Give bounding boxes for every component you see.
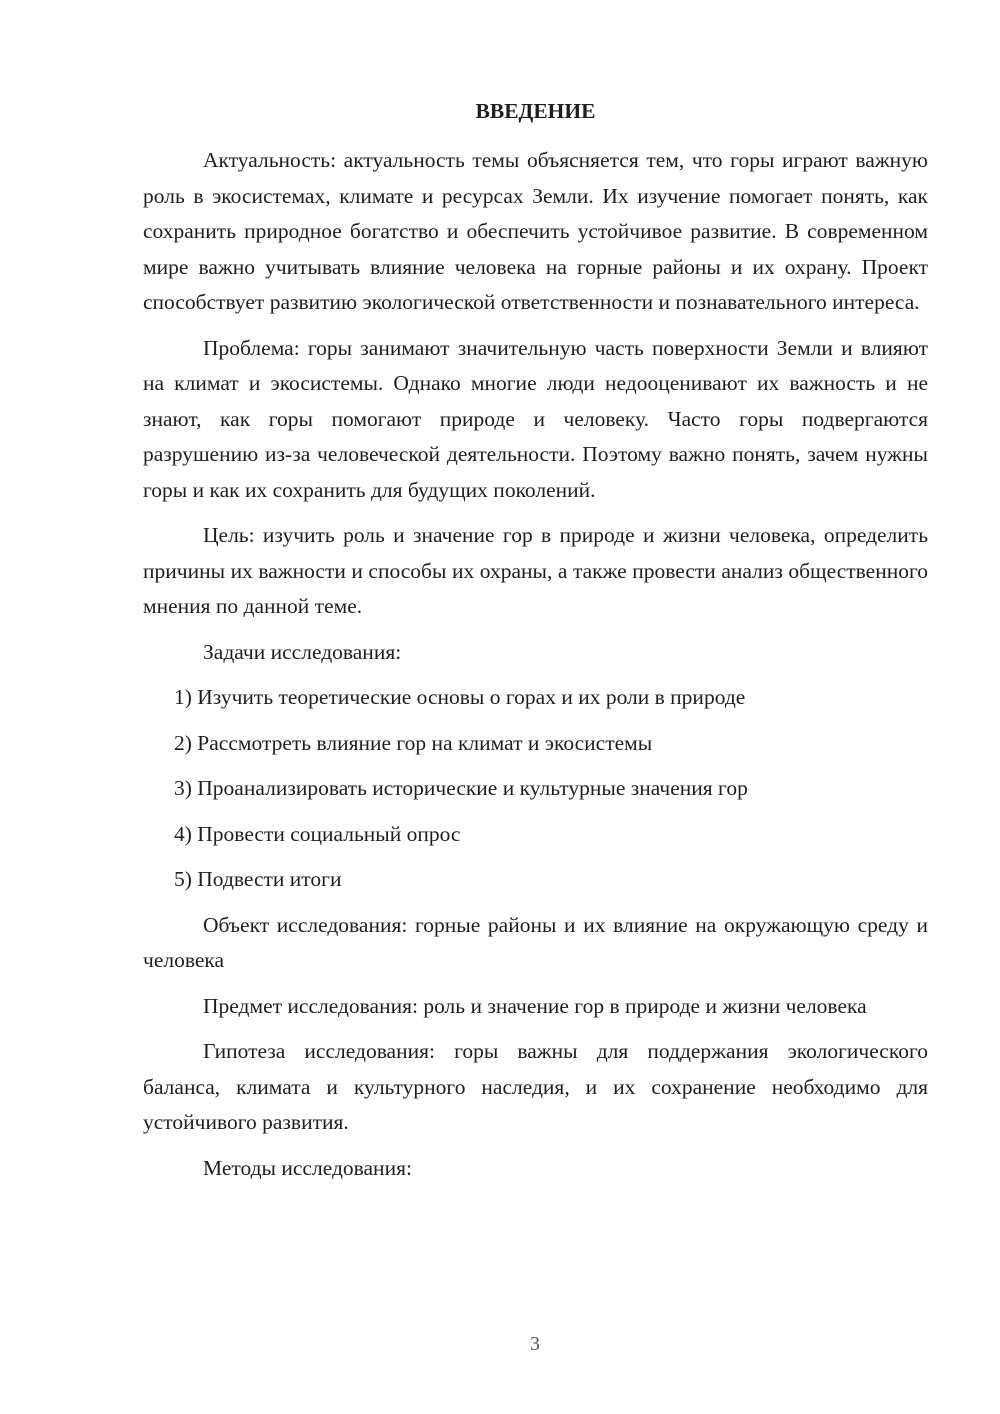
list-item: 5) Подвести итоги (174, 867, 342, 891)
page-title: ВВЕДЕНИЕ (475, 99, 596, 123)
paragraph-object: Объект исследования: горные районы и их влияние на окружающую среду и человека (143, 912, 928, 972)
list-item: 4) Провести социальный опрос (174, 821, 461, 846)
page-number: 3 (530, 1333, 540, 1355)
list-item: 2) Рассмотреть влияние гор на климат и экосистемы (174, 730, 653, 755)
document-page (143, 96, 928, 1196)
paragraph-goal: Цель: изучить роль и значение гор в природе и жизни человека, определить причины их важности и способы их охраны, а также провести анализ общественного мнения по данной теме. (143, 523, 928, 618)
paragraph-problem: Проблема: горы занимают значительную часть поверхности Земли и влияют на климат и экосистемы. Однако многие люди недооценивают их важность и не знают, как горы помогают природе и человеку. Часто горы подвергаются разрушению из-за человеческой деятельности. Поэтому важно понять, зачем нужны горы и как их сохранить для будущих поколений. (143, 335, 928, 502)
list-item: 1) Изучить теоретические основы о горах и их роли в природе (174, 685, 746, 709)
paragraph-subject: Предмет исследования: роль и значение гор в природе и жизни человека (203, 993, 867, 1018)
methods-heading: Методы исследования: (203, 1155, 412, 1180)
tasks-list (143, 680, 928, 898)
tasks-heading: Задачи исследования: (203, 639, 402, 664)
paragraph-hypothesis: Гипотеза исследования: горы важны для поддержания экологического баланса, климата и культурного наследия, и их сохранение необходимо для устойчивого развития. (143, 1039, 928, 1134)
list-item: 3) Проанализировать исторические и культурные значения гор (174, 776, 748, 800)
paragraph-relevance: Актуальность: актуальность темы объясняется тем, что горы играют важную роль в экосистемах, климате и ресурсах Земли. Их изучение помогает понять, как сохранить природное богатство и обеспечить устойчивое развитие. В современном мире важно учитывать влияние человека на горные районы и их охрану. Проект способствует развитию экологической ответственности и познавательного интереса. (143, 148, 928, 314)
